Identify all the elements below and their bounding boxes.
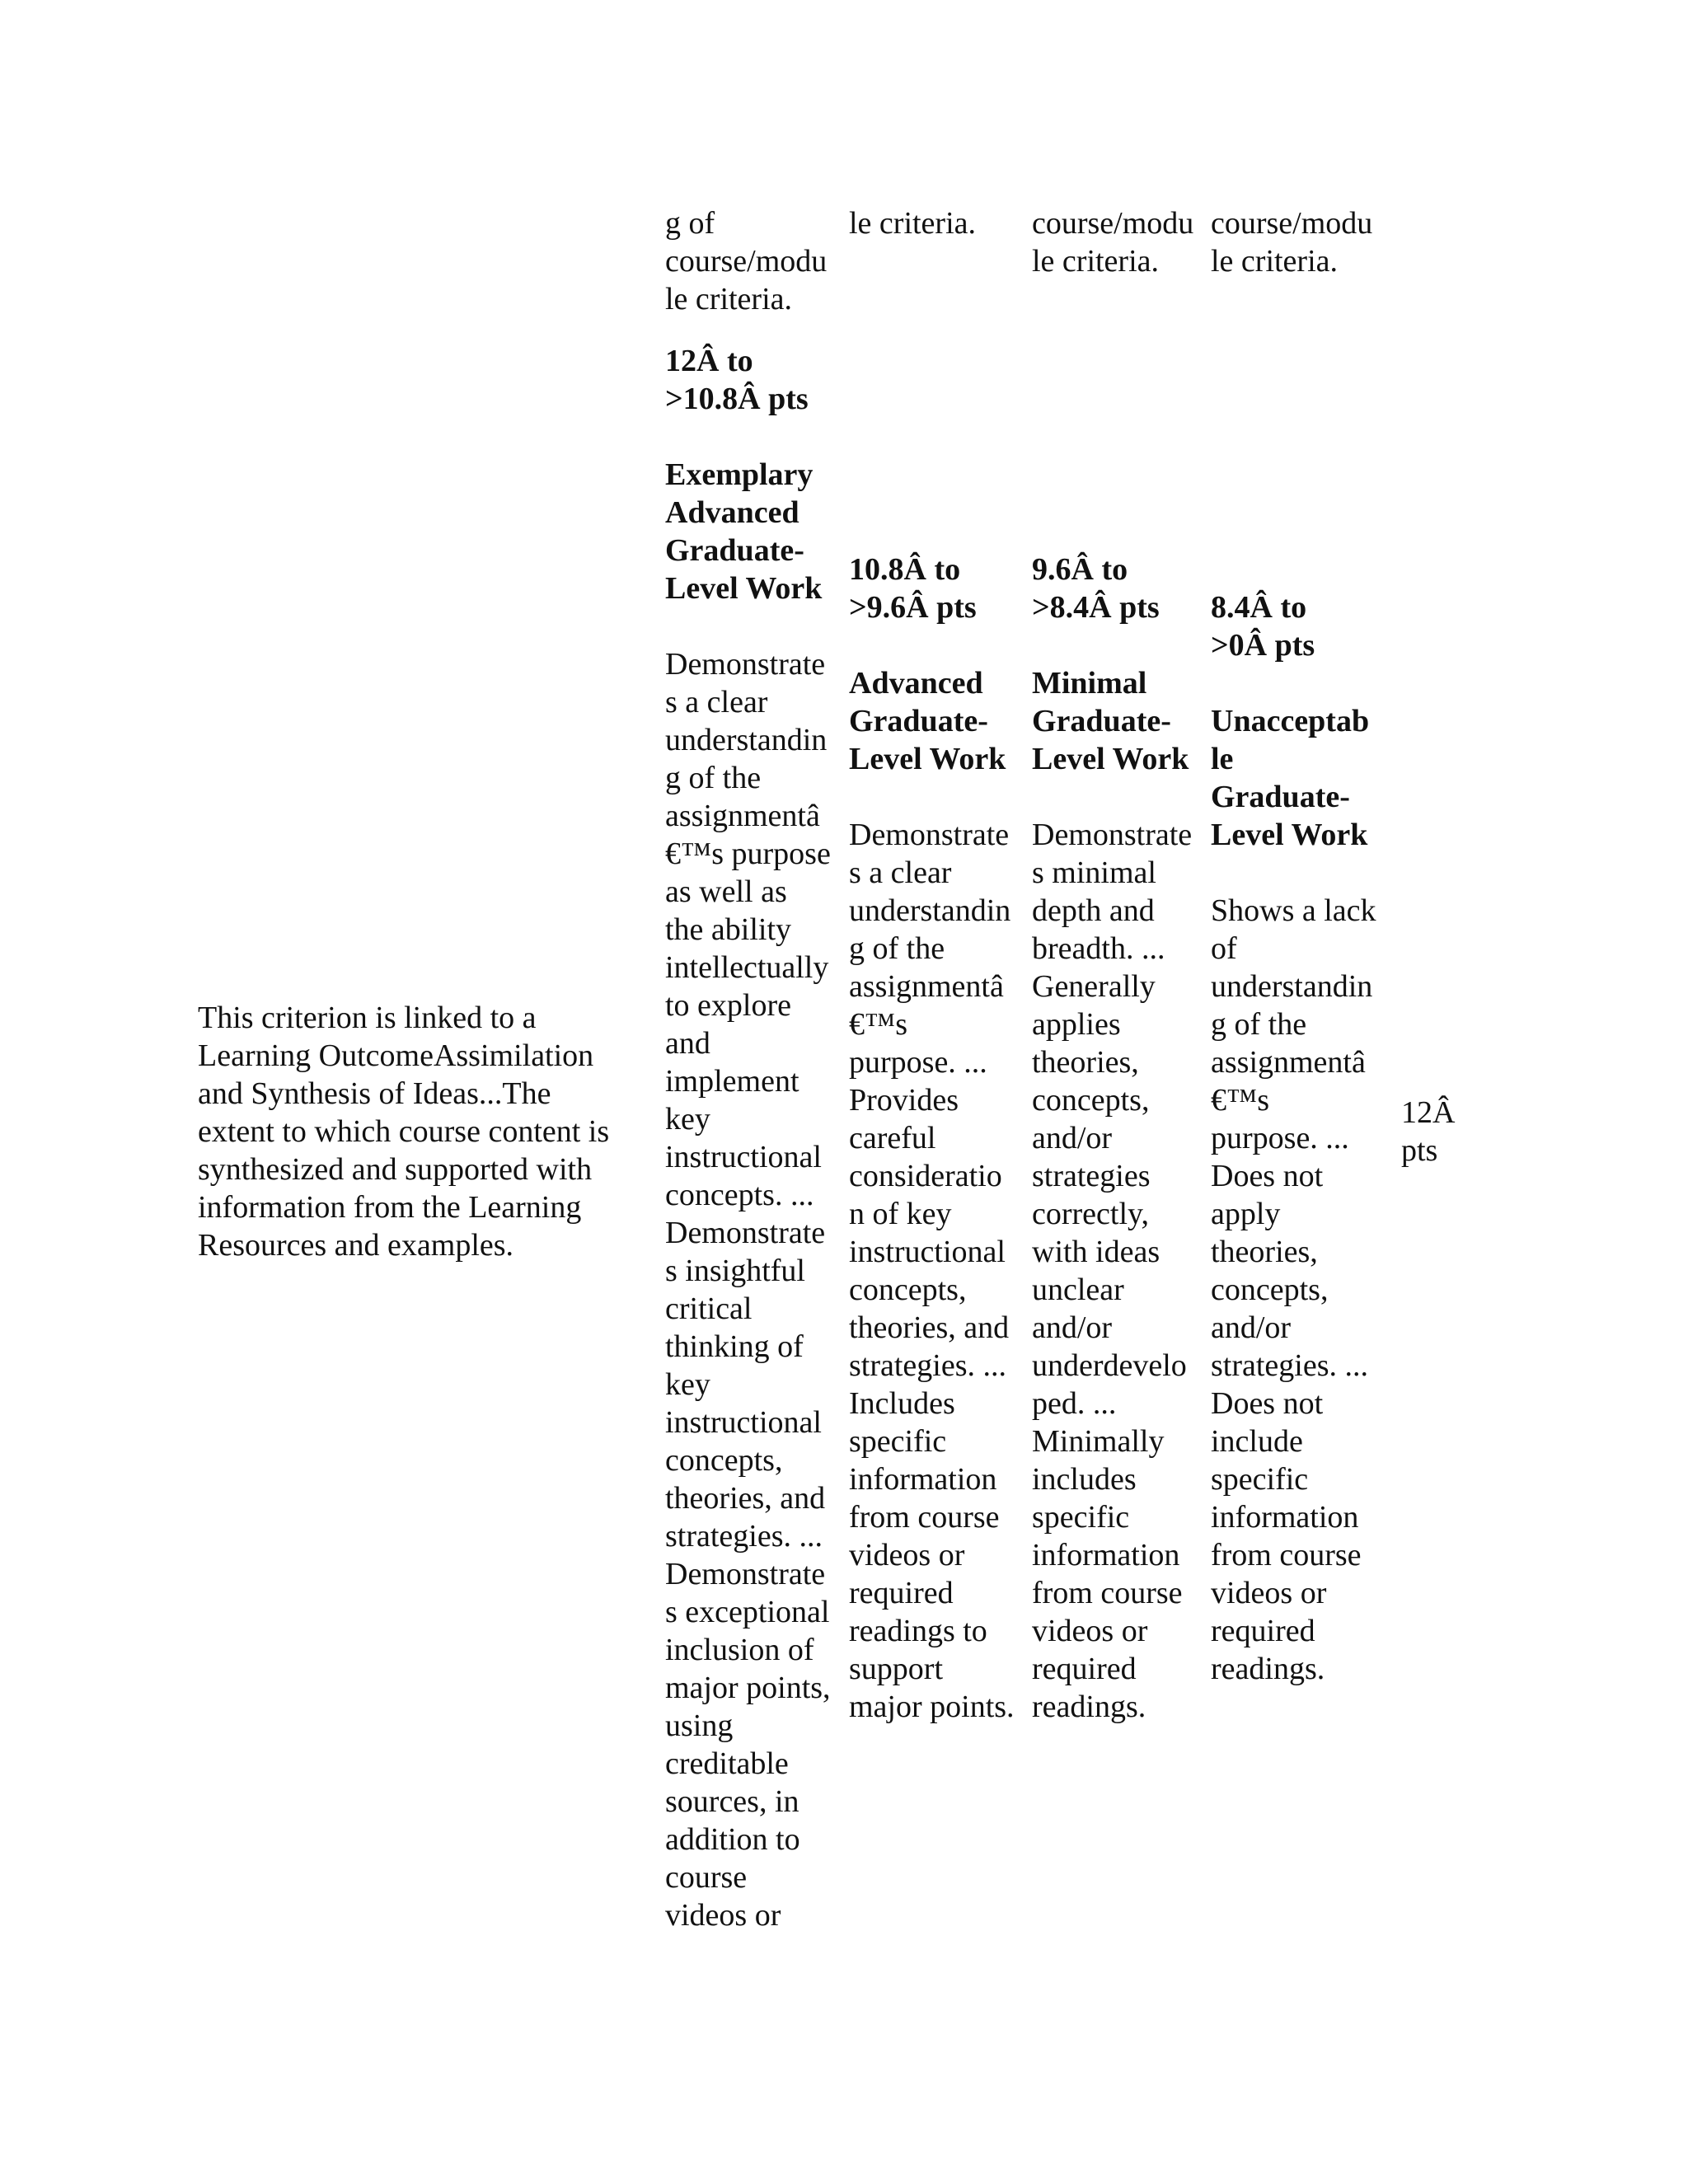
continued-text-col3: course/modu le criteria. [1032,206,1194,279]
criterion-total-points: 12Â pts [1401,1095,1456,1168]
continued-text-col4: course/modu le criteria. [1211,206,1373,279]
rating-1-description: Demonstrate s a clear understandin g of the assignmentâ €™s purpose as well as the ability intellectually to explore and implement key instructional concepts. ... Demonstrate s insightful critical thinking of key instructional concepts, theories, and strategies. ... Demonstrate s exceptional inclusion of major points, using creditable sources, in addition to course videos or [665,647,831,1933]
rating-4-description: Shows a lack of understandin g of the assignmentâ €™s purpose. ... Does not apply theories, concepts, and/or strategies. ... Does not include specific information from course videos or required readings. [1211,893,1376,1686]
rating-1-title: Exemplary Advanced Graduate- Level Work [665,457,823,606]
rating-3-title: Minimal Graduate- Level Work [1032,666,1189,776]
rating-2-description: Demonstrate s a clear understandin g of the assignmentâ €™s purpose. ... Provides careful consideratio n of key instructional concepts, theories, and strategies. ... Includes specific information from course videos or required readings to support major points. [849,818,1015,1724]
rating-3-points: 9.6Â to >8.4Â pts [1032,552,1160,625]
rating-4-title: Unacceptab le Graduate- Level Work [1211,704,1370,852]
rating-1-points: 12Â to >10.8Â pts [665,344,809,416]
criterion-description: This criterion is linked to a Learning OutcomeAssimilation and Synthesis of Ideas...The extent to which course content is synthesized and supported with information from the Learning Resources and examples. [198,1001,610,1263]
continued-text-col2: le criteria. [849,206,977,241]
rating-2-points: 10.8Â to >9.6Â pts [849,552,977,625]
continued-text-col1: g of course/modu le criteria. [665,206,828,316]
rating-4-points: 8.4Â to >0Â pts [1211,590,1315,663]
rating-2-title: Advanced Graduate- Level Work [849,666,1006,776]
rating-3-description: Demonstrate s minimal depth and breadth. ... Generally applies theories, concepts, and/or strategies correctly, with ideas unclear and/or underdevelo ped. ... Minimally includes specific information from course videos or required readings. [1032,818,1193,1724]
